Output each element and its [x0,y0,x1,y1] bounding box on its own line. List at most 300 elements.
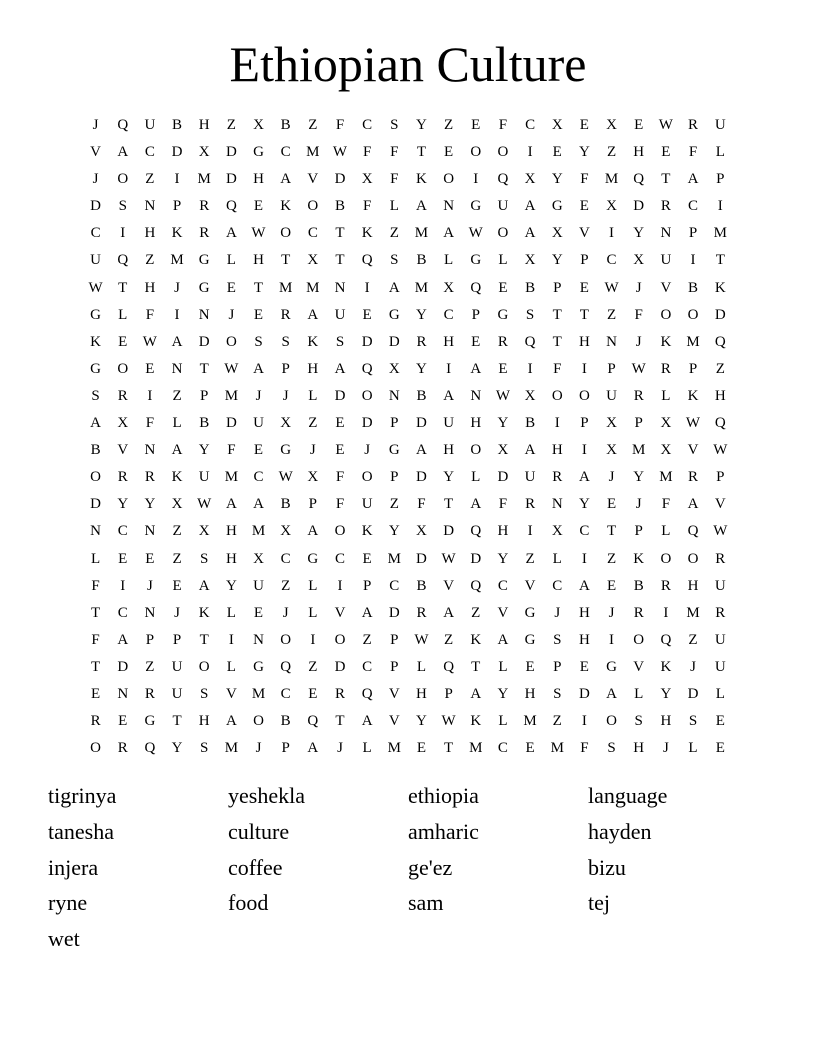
grid-letter: Y [416,306,427,323]
grid-letter: K [470,713,482,730]
grid-letter: W [142,333,157,350]
grid-letter: J [690,658,696,675]
grid-letter: L [715,685,725,702]
grid-letter: M [224,387,239,404]
grid-letter: P [281,360,290,377]
grid-letter: O [117,171,129,188]
grid-letter: A [198,577,210,594]
grid-letter: F [661,496,671,513]
grid-letter: W [441,550,456,567]
grid-letter: O [361,387,373,404]
grid-letter: B [172,117,183,133]
grid-letter: N [144,523,156,540]
grid-letter: O [578,387,590,404]
grid-letter: G [470,198,482,215]
grid-letter: S [254,333,263,350]
grid-letter: P [362,577,372,594]
grid-letter: F [390,144,399,161]
grid-letter: Y [660,685,672,702]
grid-letter: B [334,198,345,215]
grid-letter: X [198,144,210,161]
grid-letter: G [307,550,319,567]
grid-letter: R [633,387,644,404]
grid-letter: Y [416,713,427,730]
grid-letter: R [633,604,644,621]
grid-letter: K [660,658,672,675]
grid-row [82,681,734,708]
grid-letter: U [144,117,156,133]
grid-letter: X [253,117,264,133]
grid-letter: M [632,442,646,459]
grid-letter: V [307,171,319,188]
grid-letter: J [282,387,289,404]
grid-letter: H [253,252,264,269]
grid-letter: P [553,658,562,675]
grid-letter: Z [389,225,399,242]
grid-letter: S [607,740,616,757]
grid-letter: V [714,496,726,513]
grid-row [82,627,734,654]
grid-letter: L [308,577,318,594]
grid-letter: A [578,469,590,486]
grid-letter: Q [361,685,373,702]
grid-letter: U [361,496,373,513]
grid-letter: M [224,740,239,757]
grid-letter: Y [578,144,590,161]
grid-letter: X [660,415,672,432]
grid-letter: R [144,469,155,486]
grid-letter: R [715,550,726,567]
grid-letter: I [690,252,696,269]
grid-letter: C [280,144,291,161]
grid-letter: A [606,685,617,702]
grid-letter: O [90,469,101,486]
grid-letter: Y [578,496,590,513]
grid-letter: U [171,658,183,675]
grid-letter: G [144,713,156,730]
grid-letter: D [361,415,373,432]
grid-letter: H [578,333,590,350]
grid-letter: J [174,279,180,296]
grid-letter: E [416,740,427,757]
grid-letter: G [253,144,264,161]
grid-letter: O [443,171,455,188]
word-list-item: wet [48,926,80,952]
grid-letter: A [443,387,455,404]
grid-letter: O [660,550,672,567]
grid-letter: Y [225,577,237,594]
grid-letter: T [199,360,209,377]
grid-letter: O [633,631,645,648]
word-list-item: tanesha [48,818,114,844]
grid-letter: P [308,496,317,513]
grid-letter: L [308,604,318,621]
grid-letter: Z [145,171,155,188]
grid-letter: D [225,144,237,161]
grid-letter: A [416,442,427,459]
grid-letter: C [443,306,454,323]
grid-letter: O [198,658,210,675]
grid-letter: V [660,279,672,296]
word-list-item: sam [408,890,444,916]
grid-letter: H [578,604,590,621]
grid-letter: S [281,333,290,350]
grid-letter: A [307,740,319,757]
grid-letter: L [661,387,671,404]
grid-letter: J [364,442,371,459]
grid-letter: X [551,225,563,242]
grid-letter: O [687,550,699,567]
grid-letter: A [524,442,536,459]
grid-letter: Z [389,496,399,513]
grid-letter: O [334,631,346,648]
grid-letter: K [361,523,373,540]
grid-letter: I [663,604,669,621]
grid-letter: K [198,604,210,621]
grid-letter: A [497,631,509,648]
grid-letter: X [443,279,455,296]
grid-letter: K [714,279,726,296]
grid-letter: A [225,713,237,730]
word-list [48,778,768,957]
grid-letter: G [198,279,210,296]
grid-letter: R [525,496,536,513]
grid-letter: Z [688,631,698,648]
letter-grid-body [82,112,734,762]
grid-letter: G [524,631,536,648]
grid-letter: T [606,523,617,540]
grid-letter: H [198,117,210,133]
grid-letter: U [171,685,183,702]
grid-letter: J [282,604,289,621]
grid-letter: Q [361,252,373,269]
grid-letter: D [687,685,699,702]
grid-letter: T [416,144,427,161]
grid-letter: Z [525,550,535,567]
grid-letter: M [414,279,429,296]
grid-letter: M [224,469,239,486]
grid-letter: Y [497,415,509,432]
grid-letter: X [606,415,617,432]
grid-letter: Z [281,577,291,594]
grid-row [82,518,734,545]
grid-letter: D [633,198,645,215]
grid-letter: G [90,306,101,323]
grid-letter: Z [145,252,155,269]
grid-letter: O [280,225,292,242]
grid-letter: S [553,685,562,702]
grid-letter: L [471,469,481,486]
grid-letter: W [332,144,348,161]
grid-row [82,275,734,302]
grid-letter: W [713,523,728,540]
grid-letter: A [253,360,264,377]
grid-letter: Y [117,496,129,513]
grid-letter: N [171,360,183,377]
grid-letter: H [470,415,482,432]
grid-letter: X [497,442,509,459]
grid-letter: S [525,306,535,323]
grid-letter: X [416,523,427,540]
grid-letter: V [334,604,346,621]
grid-letter: K [660,333,672,350]
grid-letter: T [444,740,454,757]
grid-row [82,464,734,491]
grid-letter: A [470,496,482,513]
grid-letter: U [90,252,101,269]
grid-letter: S [688,713,698,730]
grid-letter: U [198,469,210,486]
grid-letter: D [225,171,237,188]
grid-letter: S [634,713,643,730]
grid-letter: A [524,225,536,242]
grid-letter: H [443,333,455,350]
grid-letter: G [388,306,400,323]
grid-letter: H [253,171,264,188]
grid-letter: X [253,550,264,567]
grid-letter: P [580,415,589,432]
grid-letter: Z [308,117,318,133]
grid-letter: T [579,306,589,323]
grid-letter: C [280,550,291,567]
grid-letter: Q [633,171,645,188]
grid-letter: X [307,469,319,486]
grid-letter: W [251,225,266,242]
grid-letter: A [225,496,237,513]
grid-letter: P [172,198,182,215]
grid-letter: F [145,415,155,432]
grid-letter: I [527,523,533,540]
word-list-item: ryne [48,890,88,916]
grid-letter: Z [172,387,182,404]
grid-letter: Y [171,740,183,757]
grid-letter: S [390,117,399,133]
grid-letter: L [226,658,236,675]
grid-letter: T [715,252,725,269]
grid-letter: N [551,496,563,513]
grid-letter: D [90,496,101,513]
grid-letter: I [527,144,533,161]
grid-letter: M [659,469,673,486]
grid-letter: L [90,550,101,567]
grid-letter: Q [660,631,672,648]
grid-letter: P [688,225,698,242]
grid-row [82,193,734,220]
grid-letter: A [470,685,482,702]
grid-letter: F [335,469,345,486]
grid-letter: E [172,577,182,594]
grid-letter: L [226,604,236,621]
grid-letter: P [634,523,643,540]
grid-letter: H [225,523,237,540]
grid-letter: S [335,333,345,350]
grid-letter: R [144,685,155,702]
grid-letter: J [255,387,262,404]
grid-letter: K [470,631,482,648]
grid-letter: W [631,360,646,377]
grid-letter: O [90,740,101,757]
grid-letter: B [280,117,291,133]
grid-letter: V [497,604,509,621]
grid-letter: Q [470,279,482,296]
grid-letter: X [388,360,400,377]
grid-letter: Y [551,171,563,188]
grid-letter: U [660,252,672,269]
grid-letter: O [606,713,617,730]
grid-row [82,546,734,573]
grid-letter: H [633,740,645,757]
grid-letter: D [334,171,346,188]
grid-letter: H [144,279,156,296]
grid-letter: E [253,198,264,215]
grid-letter: L [688,740,698,757]
grid-letter: B [416,252,427,269]
grid-letter: G [280,442,292,459]
grid-letter: A [470,360,482,377]
grid-letter: D [90,198,101,215]
grid-letter: S [553,631,562,648]
grid-letter: T [90,658,101,675]
grid-letter: V [524,577,536,594]
grid-letter: R [117,740,128,757]
grid-letter: O [551,387,563,404]
grid-letter: E [335,415,345,432]
grid-letter: W [685,415,701,432]
grid-letter: A [280,171,292,188]
grid-letter: C [497,740,508,757]
grid-letter: F [498,496,508,513]
grid-letter: Z [444,631,454,648]
grid-letter: F [145,306,155,323]
grid-letter: I [717,198,723,215]
grid-letter: L [661,523,671,540]
grid-letter: U [253,577,264,594]
grid-letter: P [172,631,182,648]
grid-letter: C [362,658,373,675]
grid-letter: O [470,442,482,459]
grid-letter: T [552,333,562,350]
grid-letter: Z [606,144,617,161]
grid-letter: M [387,740,401,757]
grid-letter: T [335,252,345,269]
grid-letter: F [362,198,372,215]
grid-row [82,112,734,139]
grid-letter: W [278,469,293,486]
grid-letter: O [361,469,373,486]
grid-letter: Q [117,252,129,269]
grid-letter: X [524,387,536,404]
grid-letter: Y [497,685,509,702]
grid-row [82,410,734,437]
grid-letter: T [471,658,481,675]
grid-letter: H [714,387,726,404]
grid-letter: Z [362,631,372,648]
grid-letter: N [198,306,210,323]
grid-letter: C [144,144,155,161]
grid-letter: Y [633,225,645,242]
grid-letter: H [524,685,536,702]
grid-letter: C [253,469,264,486]
grid-letter: D [416,550,427,567]
grid-letter: X [524,171,536,188]
grid-letter: M [197,171,211,188]
grid-letter: Y [633,469,645,486]
grid-row [82,356,734,383]
grid-letter: M [686,333,700,350]
grid-letter: L [498,713,508,730]
grid-letter: F [634,306,643,323]
grid-letter: F [390,171,399,188]
grid-letter: O [117,360,129,377]
grid-letter: E [498,279,508,296]
grid-letter: E [525,740,535,757]
grid-letter: P [390,658,399,675]
grid-letter: R [334,685,345,702]
grid-letter: Z [172,523,182,540]
grid-letter: R [199,225,210,242]
grid-letter: S [390,252,399,269]
grid-letter: P [390,631,399,648]
grid-letter: J [608,604,615,621]
word-list-item: ethiopia [408,783,479,808]
grid-letter: U [443,415,455,432]
grid-letter: Q [117,117,129,133]
grid-letter: J [146,577,153,594]
grid-letter: R [117,387,128,404]
grid-letter: E [253,442,264,459]
grid-letter: O [334,523,346,540]
grid-letter: N [117,685,129,702]
grid-letter: A [687,171,699,188]
grid-letter: D [714,306,726,323]
grid-letter: G [524,604,536,621]
grid-letter: G [90,360,101,377]
grid-letter: X [606,198,617,215]
grid-letter: O [470,144,482,161]
grid-letter: M [387,550,401,567]
grid-letter: M [414,225,429,242]
grid-letter: R [688,469,699,486]
grid-letter: E [308,685,318,702]
grid-letter: K [171,469,183,486]
grid-letter: F [580,171,589,188]
grid-letter: Y [416,360,427,377]
grid-letter: I [581,360,587,377]
grid-letter: B [416,577,427,594]
grid-row [82,437,734,464]
grid-letter: U [714,117,726,133]
grid-letter: D [416,469,427,486]
grid-letter: I [473,171,479,188]
grid-letter: K [307,333,319,350]
grid-letter: I [554,415,560,432]
grid-letter: Q [144,740,156,757]
grid-letter: X [198,523,210,540]
grid-letter: E [145,550,155,567]
grid-letter: R [660,198,671,215]
grid-row [82,491,734,518]
grid-letter: N [144,198,156,215]
grid-letter: H [225,550,237,567]
grid-letter: R [715,604,726,621]
grid-letter: G [253,658,264,675]
grid-letter: T [199,631,209,648]
grid-letter: S [91,387,100,404]
grid-letter: J [255,740,262,757]
grid-letter: J [228,306,235,323]
grid-row [82,600,734,627]
grid-letter: D [117,658,129,675]
